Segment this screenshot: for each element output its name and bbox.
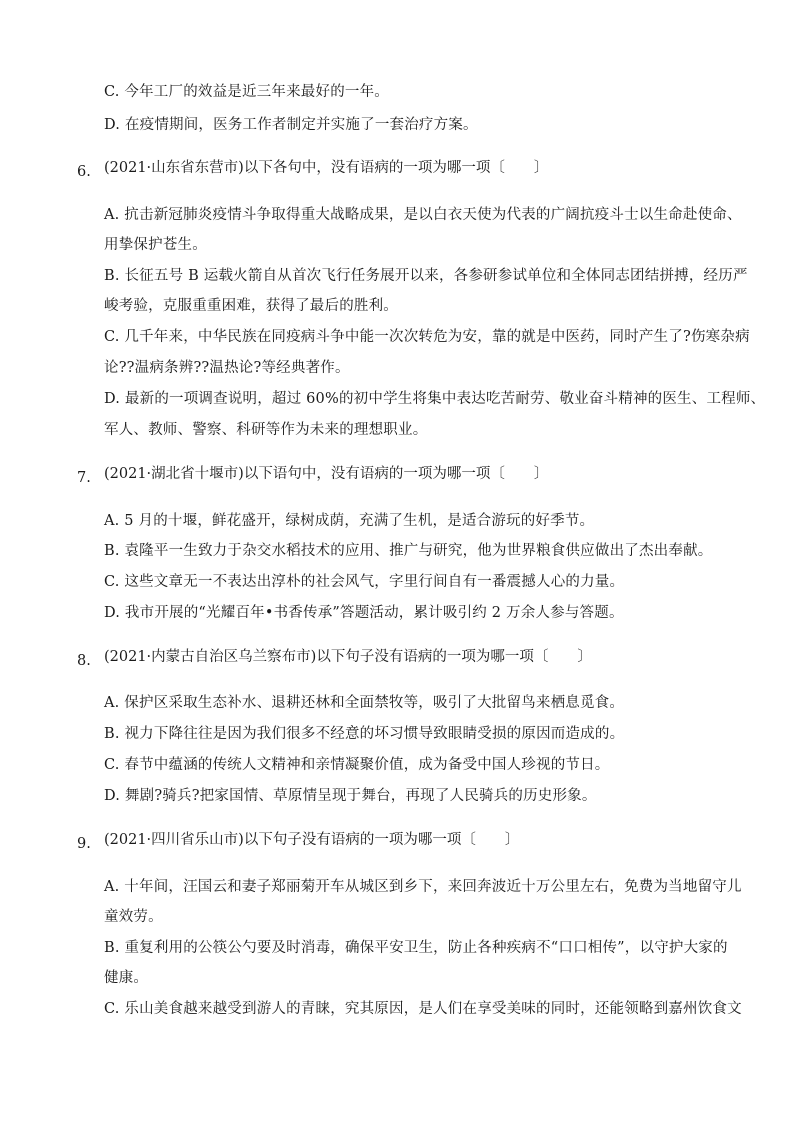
option-line: B. 视力下降往往是因为我们很多不经意的坏习惯导致眼睛受损的原因而造成的。 — [104, 726, 625, 742]
option-line: A. 5 月的十堰，鲜花盛开，绿树成荫，充满了生机，是适合游玩的好季节。 — [104, 513, 595, 529]
option-line: B. 重复利用的公筷公勺要及时消毒，确保平安卫生，防止各种疾病不“口口相传”，以守护大家的 — [104, 940, 728, 956]
option-line: B. 袁隆平一生致力于杂交水稻技术的应用、推广与研究，他为世界粮食供应做出了杰出奉献。 — [104, 543, 713, 559]
option-line: 峻考验，克服重重困难，获得了最后的胜利。 — [104, 298, 398, 314]
question-stem: (2021·湖北省十堰市)以下语句中，没有语病的一项为哪一项〔 〕 — [104, 466, 549, 482]
option-line: 论??温病条辨??温热论?等经典著作。 — [104, 360, 350, 376]
option-line: 童效劳。 — [104, 909, 163, 925]
option-line: C. 几千年来，中华民族在同疫病斗争中能一次次转危为安，靠的就是中医药，同时产生了?伤寒杂病 — [104, 329, 750, 345]
option-line: A. 保护区采取生态补水、退耕还林和全面禁牧等，吸引了大批留鸟来栖息觅食。 — [104, 695, 625, 711]
option-line: 健康。 — [104, 970, 149, 986]
question-number: 6. — [77, 164, 91, 180]
option-line: C. 乐山美食越来越受到游人的青睐，究其原因，是人们在享受美味的同时，还能领略到嘉州饮食文 — [104, 1001, 742, 1017]
option-line: D. 最新的一项调查说明，超过 60%的初中学生将集中表达吃苦耐劳、敬业奋斗精神的医生、工程师、 — [104, 391, 766, 407]
option-line: D. 我市开展的“光耀百年•书香传承”答题活动，累计吸引约 2 万余人参与答题。 — [104, 605, 624, 621]
question-number: 7. — [77, 470, 91, 486]
option-line: D. 舞剧?骑兵?把家国情、草原情呈现于舞台，再现了人民骑兵的历史形象。 — [104, 788, 597, 804]
option-line: A. 十年间，汪国云和妻子郑丽菊开车从城区到乡下，来回奔波近十万公里左右，免费为当地留守儿 — [104, 879, 742, 895]
option-line: C. 这些文章无一不表达出淳朴的社会风气，字里行间自有一番震撼人心的力量。 — [104, 574, 625, 590]
option-c: C. 今年工厂的效益是近三年来最好的一年。 — [104, 84, 389, 100]
option-line: 用挚保护苍生。 — [104, 237, 207, 253]
question-stem: (2021·四川省乐山市)以下句子没有语病的一项为哪一项〔 〕 — [104, 832, 520, 848]
option-line: 军人、教师、警察、科研等作为未来的理想职业。 — [104, 422, 428, 438]
option-line: C. 春节中蕴涵的传统人文精神和亲情凝聚价值，成为备受中国人珍视的节日。 — [104, 757, 610, 773]
option-d: D. 在疫情期间，医务工作者制定并实施了一套治疗方案。 — [104, 117, 478, 133]
question-stem: (2021·山东省东营市)以下各句中，没有语病的一项为哪一项〔 〕 — [104, 160, 549, 176]
option-line: A. 抗击新冠肺炎疫情斗争取得重大战略成果，是以白衣天使为代表的广阔抗疫斗士以生命赴使命、 — [104, 207, 742, 223]
question-number: 9. — [77, 836, 91, 852]
question-stem: (2021·内蒙古自治区乌兰察布市)以下句子没有语病的一项为哪一项〔 〕 — [104, 649, 592, 665]
question-number: 8. — [77, 653, 91, 669]
option-line: B. 长征五号 B 运载火箭自从首次飞行任务展开以来，各参研参试单位和全体同志团结拼搏，经历严 — [104, 268, 748, 284]
